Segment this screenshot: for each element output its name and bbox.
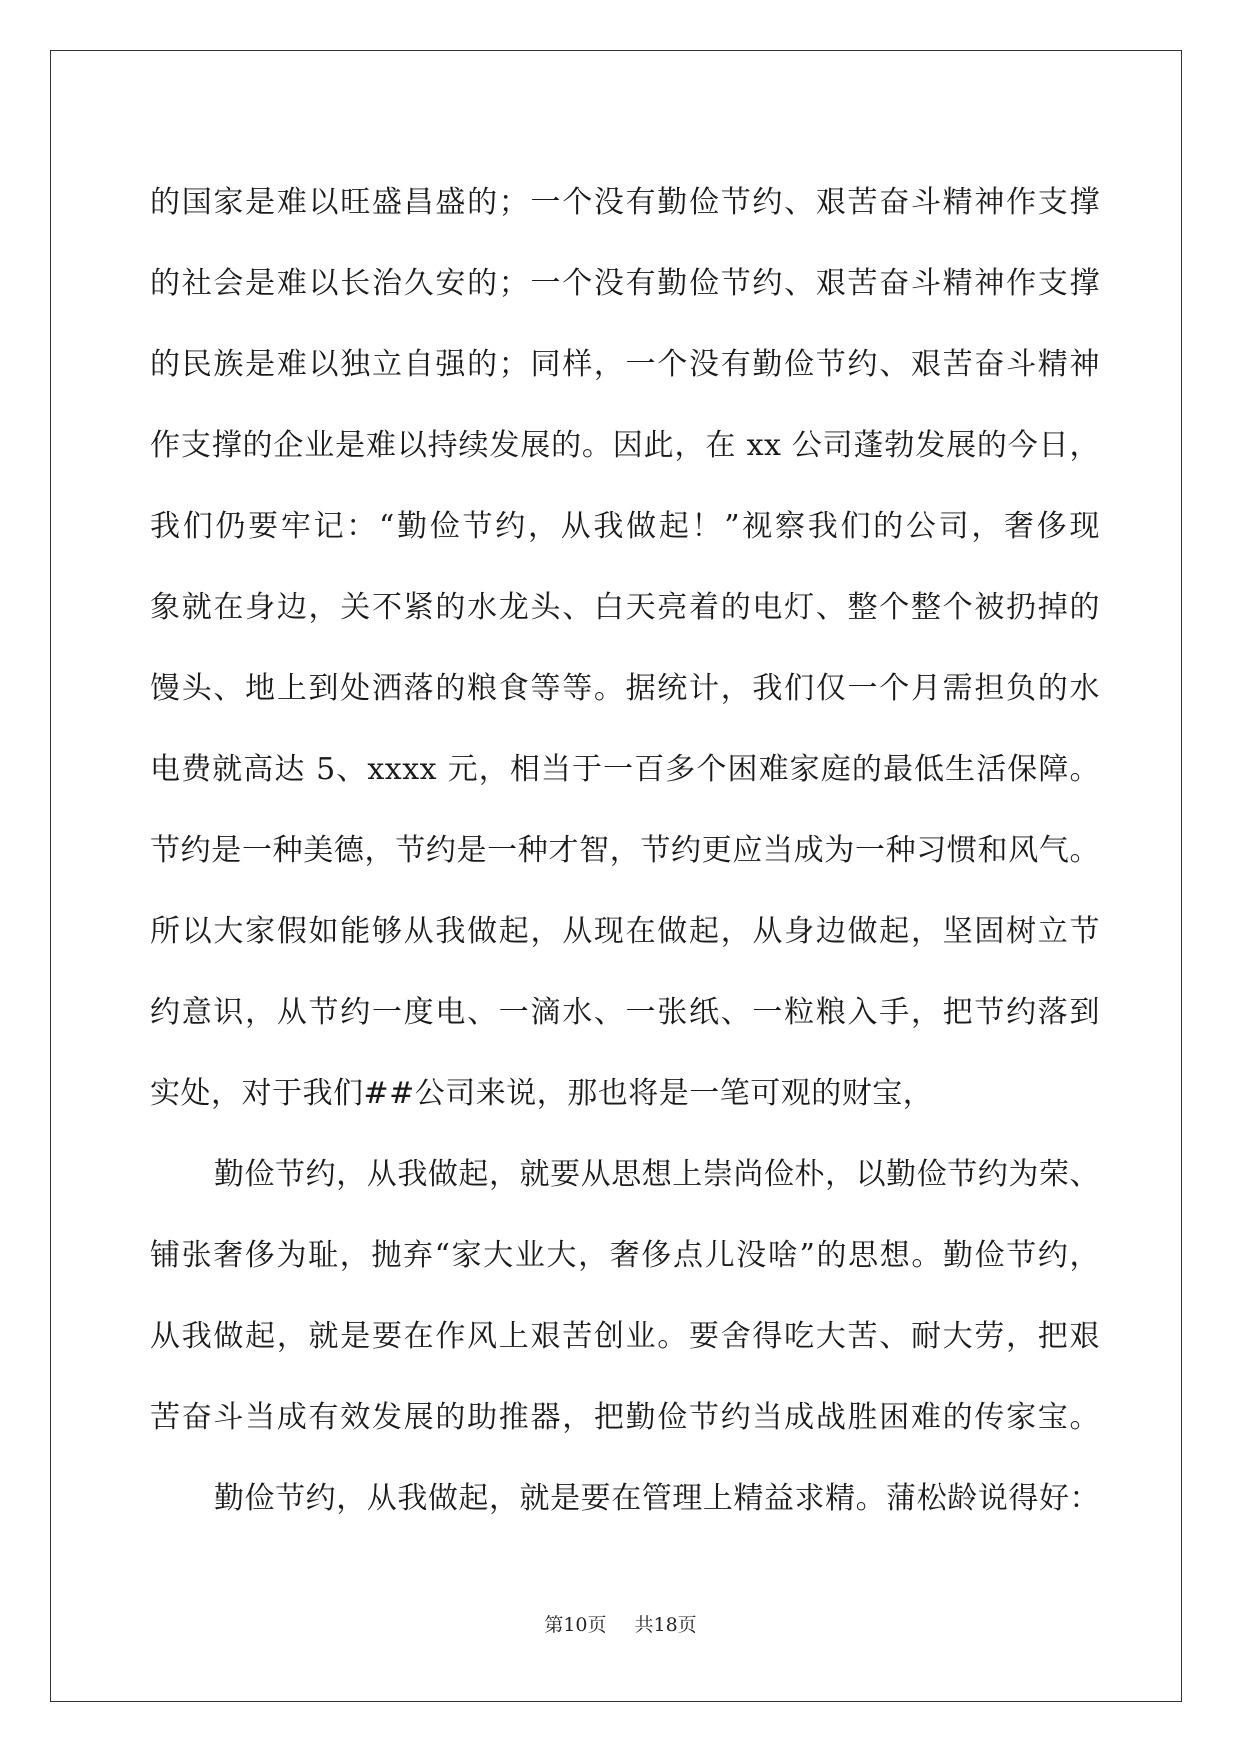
body-line: 的国家是难以旺盛昌盛的；一个没有勤俭节约、艰苦奋斗精神作支撑	[150, 185, 1100, 220]
paragraph-first-line: 勤俭节约，从我做起，就要从思想上崇尚俭朴，以勤俭节约为荣、	[214, 1157, 1100, 1192]
body-line: 铺张奢侈为耻，抛弃“家大业大，奢侈点儿没啥”的思想。勤俭节约，	[150, 1238, 1100, 1273]
body-line: 的民族是难以独立自强的；同样，一个没有勤俭节约、艰苦奋斗精神	[150, 347, 1100, 382]
paragraph-first-line: 勤俭节约，从我做起，就是要在管理上精益求精。蒲松龄说得好：	[214, 1481, 1100, 1516]
document-body	[150, 162, 1100, 1539]
body-line: 的社会是难以长治久安的；一个没有勤俭节约、艰苦奋斗精神作支撑	[150, 266, 1100, 301]
page-number: 第10页	[544, 1614, 607, 1636]
body-line: 实处，对于我们##公司来说，那也将是一笔可观的财宝，	[150, 1076, 934, 1111]
body-line: 所以大家假如能够从我做起，从现在做起，从身边做起，坚固树立节	[150, 914, 1100, 949]
body-line: 我们仍要牢记：“勤俭节约，从我做起！”视察我们的公司，奢侈现	[150, 509, 1100, 544]
body-line: 电费就高达 5、xxxx 元，相当于一百多个困难家庭的最低生活保障。	[150, 752, 1100, 787]
body-line: 约意识，从节约一度电、一滴水、一张纸、一粒粮入手，把节约落到	[150, 995, 1100, 1030]
body-line: 馒头、地上到处洒落的粮食等等。据统计，我们仅一个月需担负的水	[150, 671, 1100, 706]
page-total: 共18页	[634, 1614, 697, 1636]
body-line: 从我做起，就是要在作风上艰苦创业。要舍得吃大苦、耐大劳，把艰	[150, 1319, 1100, 1354]
body-line: 象就在身边，关不紧的水龙头、白天亮着的电灯、整个整个被扔掉的	[150, 590, 1100, 625]
page-footer	[0, 1610, 1241, 1637]
body-line: 苦奋斗当成有效发展的助推器，把勤俭节约当成战胜困难的传家宝。	[150, 1400, 1100, 1435]
body-line: 作支撑的企业是难以持续发展的。因此，在 xx 公司蓬勃发展的今日，	[150, 428, 1100, 463]
body-line: 节约是一种美德，节约是一种才智，节约更应当成为一种习惯和风气。	[150, 833, 1100, 868]
